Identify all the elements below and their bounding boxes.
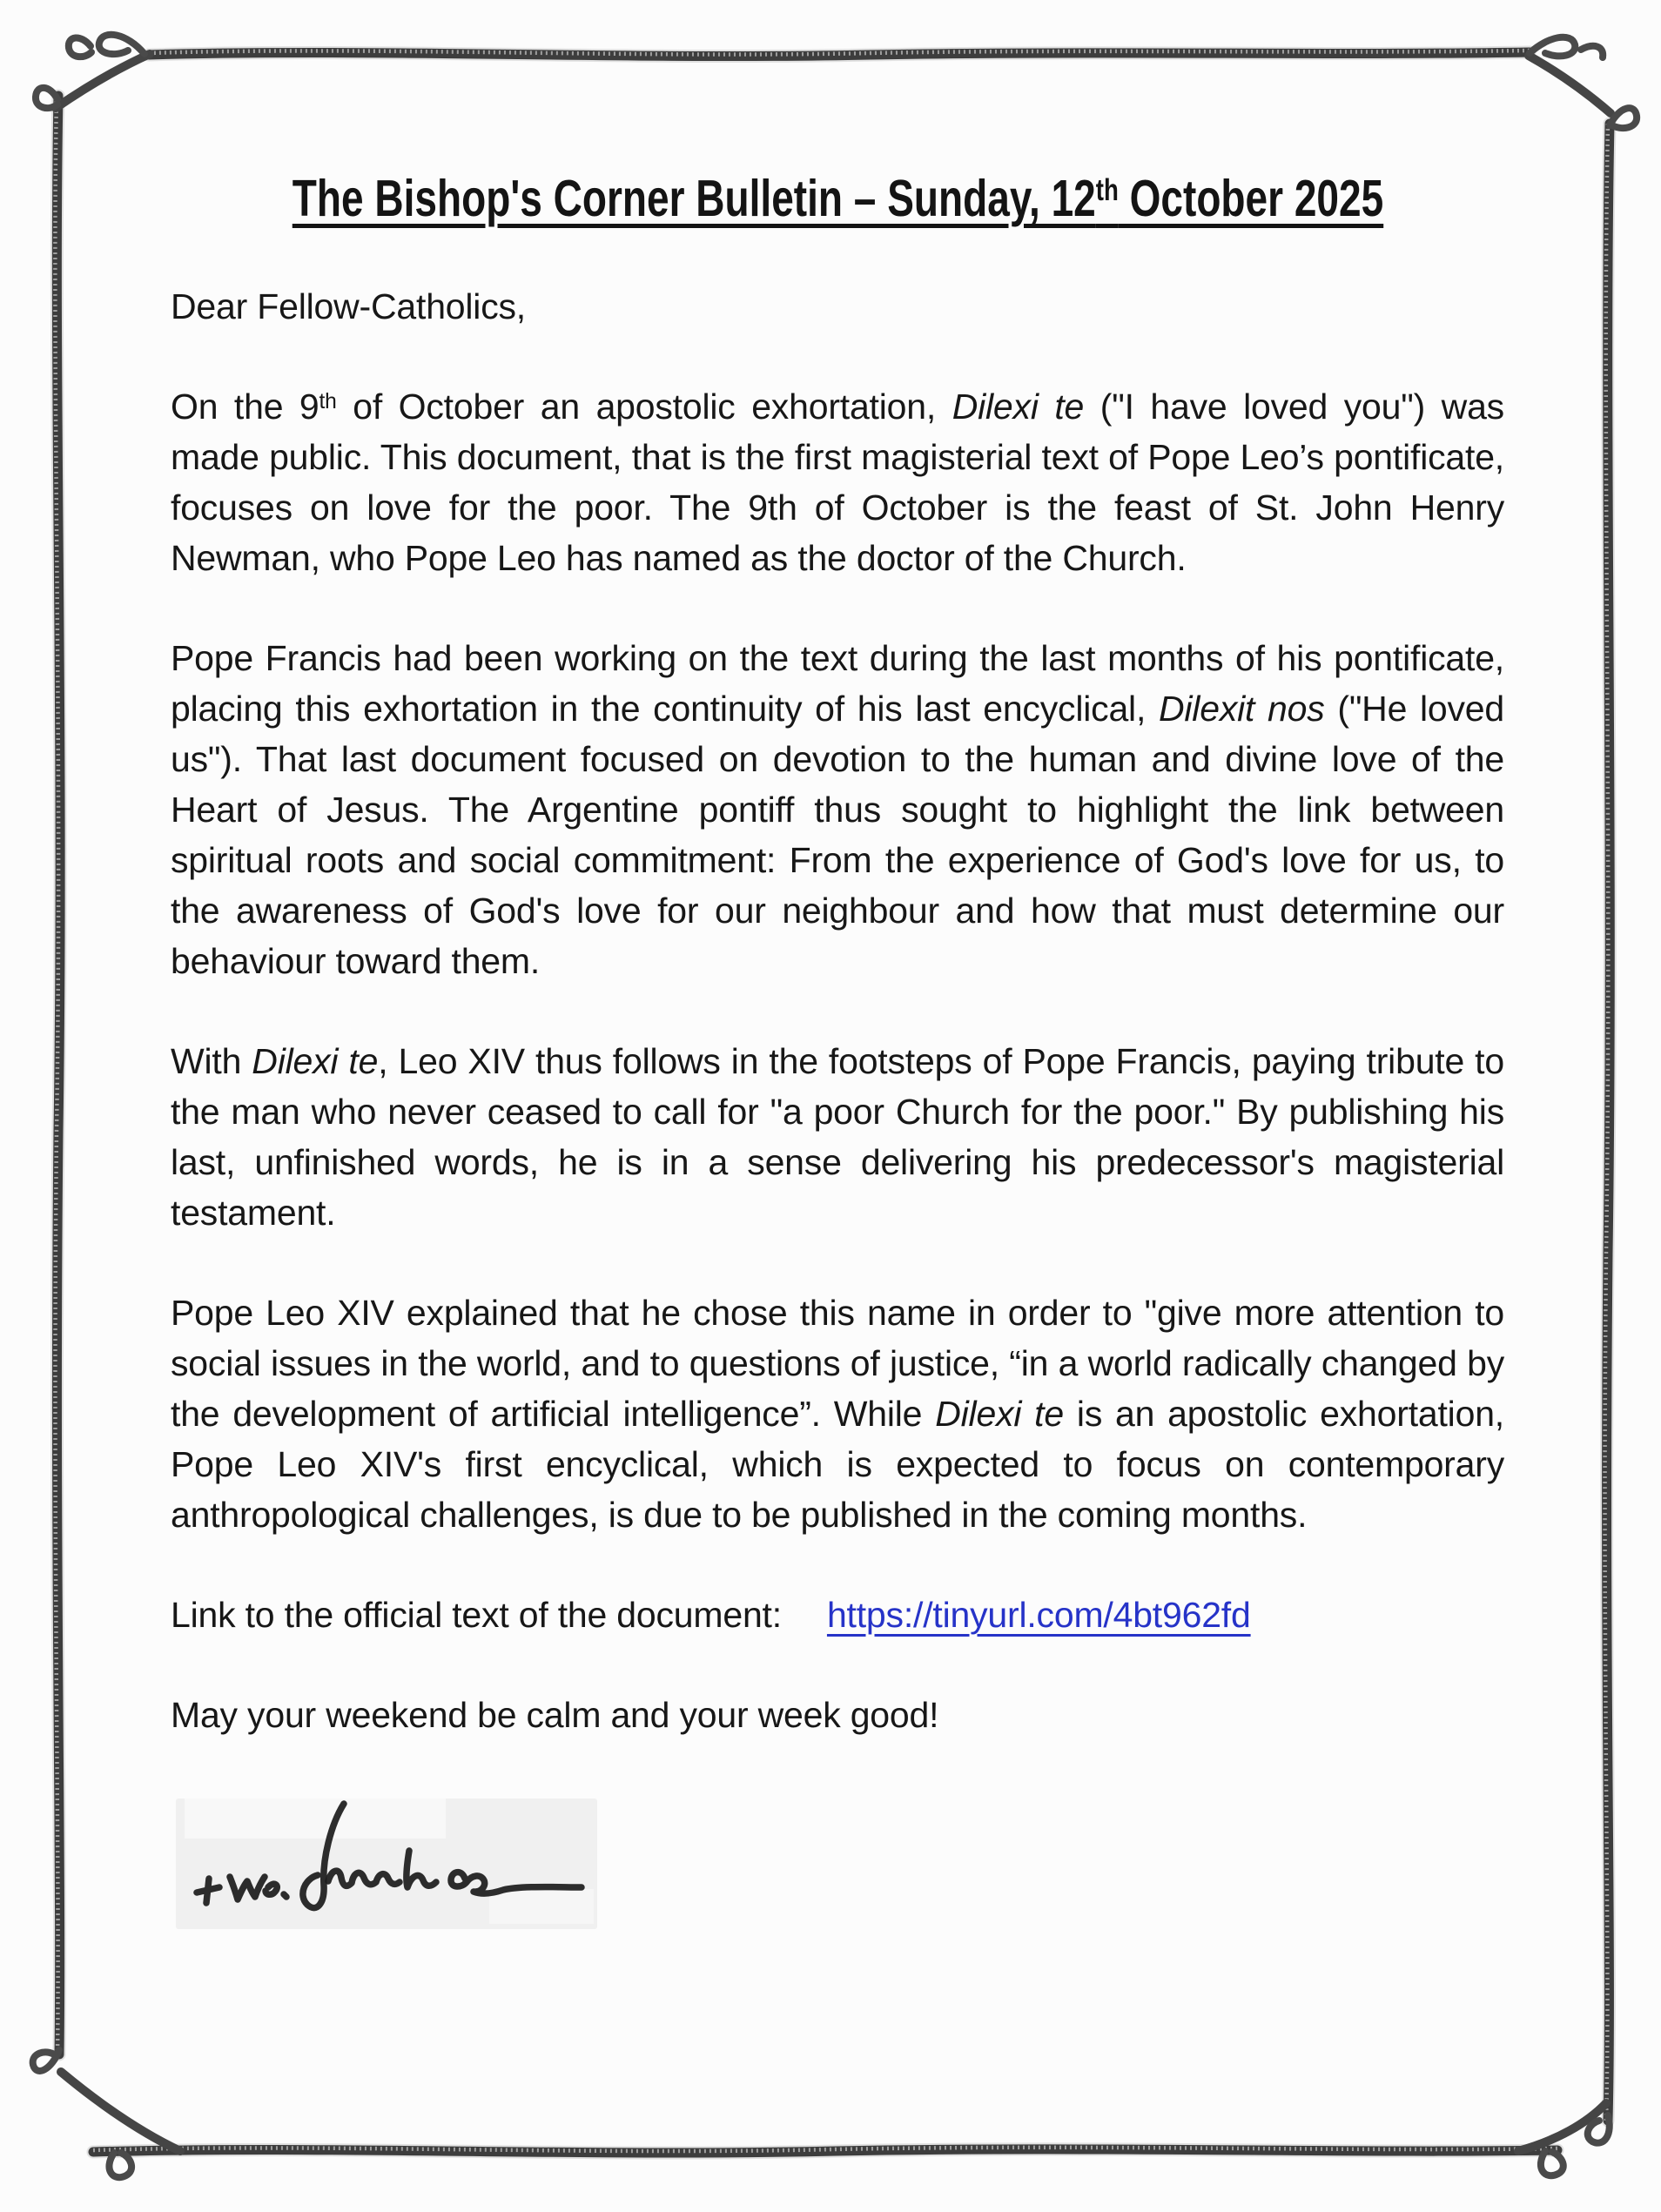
closing-line: May your weekend be calm and your week good! [171, 1695, 939, 1735]
document-link[interactable]: https://tinyurl.com/4bt962fd [826, 1595, 1251, 1635]
page-title-text: The Bishop's Corner Bulletin – Sunday, 12th October 2025 [292, 170, 1383, 227]
border-corner-bottomleft [61, 2072, 180, 2151]
signature-image [176, 1799, 597, 1929]
salutation: Dear Fellow-Catholics, [171, 286, 527, 326]
document-link-row [171, 1590, 1504, 1640]
border-corner-topright [1529, 56, 1611, 113]
title-ordinal-superscript: th [1095, 172, 1119, 208]
body-paragraph-1: On the 9th of October an apostolic exhortation, Dilexi te ("I have loved you") was made public. This document, that is the first magisterial text of Pope Leo’s pontificate, focuses on love for the poor. The 9th of October is the feast of St. John Henry Newman, who Pope Leo has named as the doctor of the Church. [171, 387, 1504, 578]
body-paragraph-4: Pope Leo XIV explained that he chose this name in order to "give more attention to social issues in the world, and to questions of justice, “in a world radically changed by the development of artificial intelligence”. While Dilexi te is an apostolic exhortation, Pope Leo XIV's first encyclical, which is expected to focus on contemporary anthropological challenges, is due to be published in the coming months. [171, 1293, 1504, 1535]
page-title [171, 168, 1504, 229]
document-link-label: Link to the official text of the document: [171, 1595, 782, 1635]
bulletin-content [171, 0, 1504, 1933]
border-corner-topleft [56, 54, 150, 108]
signature-block [176, 1799, 1504, 1933]
body-paragraph-2: Pope Francis had been working on the text during the last months of his pontificate, placing this exhortation in the continuity of his last encyclical, Dilexit nos ("He loved us"). That last document focused on devotion to the human and divine love of the Heart of Jesus. The Argentine pontiff thus sought to highlight the link between spiritual roots and social commitment: From the experience of God's love for us, to the awareness of God's love for our neighbour and how that must determine our behaviour toward them. [171, 638, 1505, 981]
body-paragraph-3: With Dilexi te, Leo XIV thus follows in the footsteps of Pope Francis, paying tribute to the man who never ceased to call for "a poor Church for the poor." By publishing his last, unfinished words, he is in a sense delivering his predecessor's magisterial testament. [171, 1041, 1504, 1233]
